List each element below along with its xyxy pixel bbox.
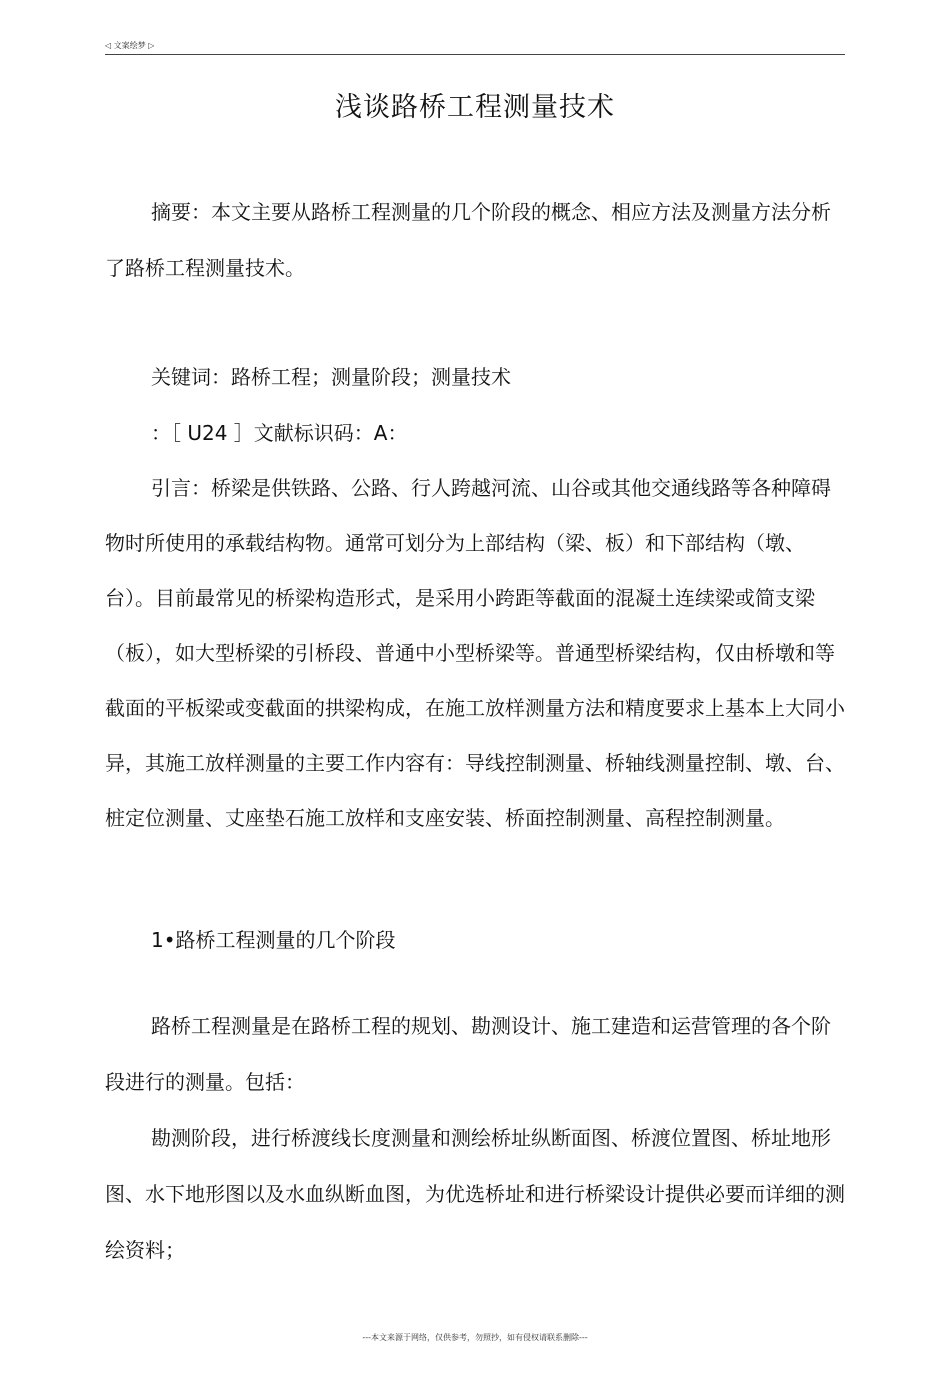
introduction-paragraph: 引言：桥梁是供铁路、公路、行人跨越河流、山谷或其他交通线路等各种障碍物时所使用的承载结构物。通常可划分为上部结构（梁、板）和下部结构（墩、台）。目前最常见的桥梁构造形式，是采用小跨距等截面的混凝土连续梁或简支梁（板），如大型桥梁的引桥段、普通中小型桥梁等。普通型桥梁结构，仅由桥墩和等截面的平板梁或变截面的拱梁构成，在施工放样测量方法和精度要求上基本上大同小异，其施工放样测量的主要工作内容有：导线控制测量、桥轴线测量控制、墩、台、桩定位测量、丈座垫石施工放样和支座安装、桥面控制测量、高程控制测量。 (105, 476, 845, 830)
page-header: ◁ 文案绘梦 ▷ (105, 41, 155, 50)
page-footer: ---本文来源于网络，仅供参考，勿照抄，如有侵权请联系删除--- (362, 1333, 588, 1342)
document-title: 浅谈路桥工程测量技术 (335, 92, 615, 123)
abstract-paragraph: 摘要：本文主要从路桥工程测量的几个阶段的概念、相应方法及测量方法分析了路桥工程测量技术。 (105, 200, 831, 280)
classification-line: ：［ U24 ］文献标识码：A： (151, 421, 408, 445)
section-1-heading: 1•路桥工程测量的几个阶段 (151, 928, 396, 952)
keywords-line: 关键词：路桥工程；测量阶段；测量技术 (151, 365, 511, 389)
section-1-paragraph-1: 路桥工程测量是在路桥工程的规划、勘测设计、施工建造和运营管理的各个阶段进行的测量。包括： (105, 1014, 831, 1094)
section-1-paragraph-2: 勘测阶段，进行桥渡线长度测量和测绘桥址纵断面图、桥渡位置图、桥址地形图、水下地形图以及水血纵断血图，为优选桥址和进行桥梁设计提供必要而详细的测绘资料； (105, 1126, 845, 1262)
header-divider (105, 54, 845, 55)
